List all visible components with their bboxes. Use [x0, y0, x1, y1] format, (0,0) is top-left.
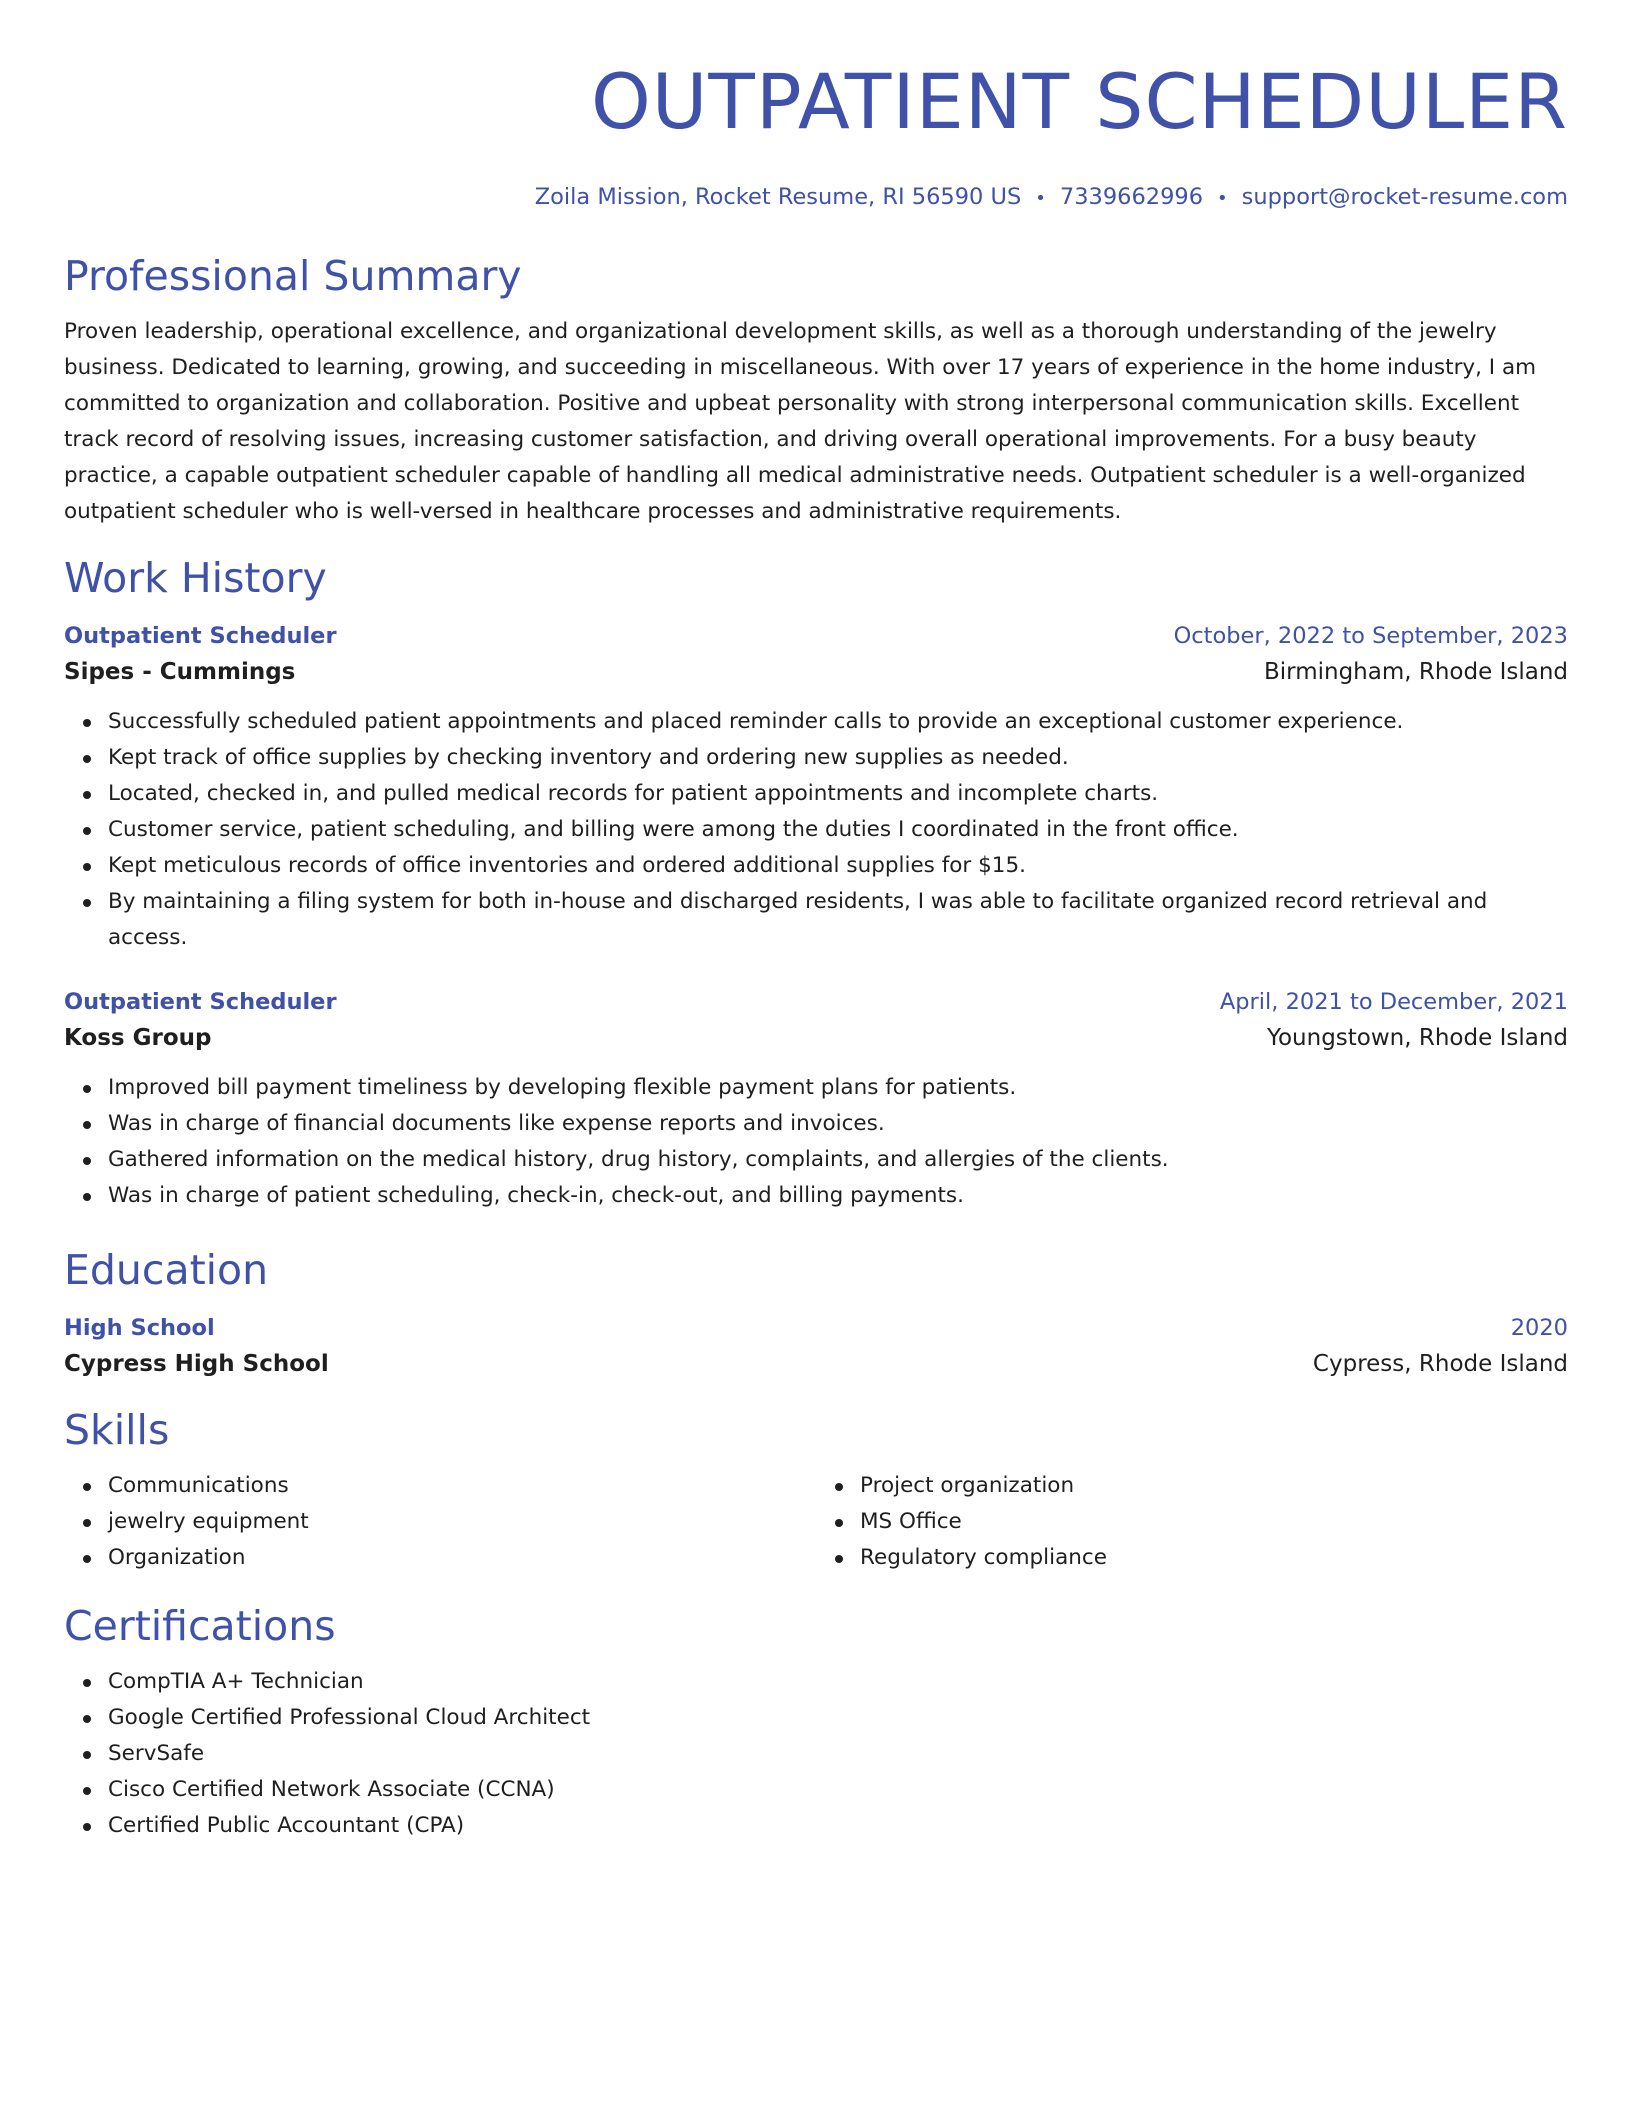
education-degree: High School — [64, 1315, 215, 1341]
section-title-summary: Professional Summary — [64, 252, 522, 300]
certification-item: Certified Public Accountant (CPA) — [108, 1808, 1568, 1844]
job-location: Youngstown, Rhode Island — [1266, 1025, 1568, 1051]
resume-page — [64, 52, 1568, 1844]
job-location: Birmingham, Rhode Island — [1263, 659, 1568, 685]
job-dates: April, 2021 to December, 2021 — [1219, 989, 1568, 1015]
education-entry — [64, 1310, 1568, 1382]
skill-item: Project organization — [860, 1468, 1568, 1504]
education-school: Cypress High School — [64, 1351, 329, 1377]
resume-name: OUTPATIENT SCHEDULER — [590, 57, 1568, 146]
job-duty-item: Gathered information on the medical history, drug history, complaints, and allergies of the clients. — [108, 1142, 1568, 1178]
skill-item: Regulatory compliance — [860, 1540, 1568, 1576]
skill-item: MS Office — [860, 1504, 1568, 1540]
education-year: 2020 — [1510, 1315, 1568, 1341]
job-title: Outpatient Scheduler — [64, 623, 337, 649]
skills-list-left — [64, 1468, 816, 1576]
section-title-work: Work History — [64, 554, 327, 602]
section-title-education: Education — [64, 1246, 269, 1294]
job-duty-item: Successfully scheduled patient appointments and placed reminder calls to provide an exceptional customer experience. — [108, 704, 1568, 740]
skills-grid — [64, 1456, 1568, 1576]
job-title: Outpatient Scheduler — [64, 989, 337, 1015]
job-duty-item: Kept track of office supplies by checking inventory and ordering new supplies as needed. — [108, 740, 1568, 776]
job-company: Koss Group — [64, 1025, 212, 1051]
skill-item: Communications — [108, 1468, 816, 1504]
contact-line — [64, 182, 1568, 214]
job-duty-item: Customer service, patient scheduling, and billing were among the duties I coordinated in the front office. — [108, 812, 1568, 848]
section-title-certifications: Certifications — [64, 1602, 336, 1650]
job-duty-item: Was in charge of patient scheduling, check-in, check-out, and billing payments. — [108, 1178, 1568, 1214]
education-location: Cypress, Rhode Island — [1312, 1351, 1568, 1377]
skills-list-right — [816, 1468, 1568, 1576]
job-duty-item: Improved bill payment timeliness by developing flexible payment plans for patients. — [108, 1070, 1568, 1106]
certification-item: Cisco Certified Network Associate (CCNA) — [108, 1772, 1568, 1808]
certification-item: Google Certified Professional Cloud Architect — [108, 1700, 1568, 1736]
certification-item: ServSafe — [108, 1736, 1568, 1772]
job-duties-list — [64, 1070, 1568, 1214]
contact-address: Zoila Mission, Rocket Resume, RI 56590 US — [534, 184, 1022, 210]
contact-email: support@rocket-resume.com — [1241, 184, 1568, 210]
summary-text: Proven leadership, operational excellence, and organizational development skills, as well as a thorough understanding of the jewelry business. Dedicated to learning, growing, and succeeding in miscellaneous. With over 17 years of experience in the home industry, I am committed to organization and collaboration. Positive and upbeat personality with strong interpersonal communication skills. Excellent track record of resolving issues, increasing customer satisfaction, and driving overall operational improvements. For a busy beauty practice, a capable outpatient scheduler capable of handling all medical administrative needs. Outpatient scheduler is a well-organized outpatient scheduler who is well-versed in healthcare processes and administrative requirements. — [64, 319, 1537, 524]
job-duty-item: Was in charge of financial documents like expense reports and invoices. — [108, 1106, 1568, 1142]
certification-item: CompTIA A+ Technician — [108, 1664, 1568, 1700]
contact-separator: • — [1035, 188, 1046, 209]
job-entry — [64, 984, 1568, 1214]
job-dates: October, 2022 to September, 2023 — [1173, 623, 1568, 649]
certifications-list — [64, 1664, 1568, 1844]
job-duty-item: Located, checked in, and pulled medical records for patient appointments and incomplete charts. — [108, 776, 1568, 812]
section-title-skills: Skills — [64, 1406, 170, 1454]
job-duties-list — [64, 704, 1568, 956]
job-company: Sipes - Cummings — [64, 659, 296, 685]
contact-phone: 7339662996 — [1059, 184, 1204, 210]
job-duty-item: Kept meticulous records of office inventories and ordered additional supplies for $15. — [108, 848, 1568, 884]
skill-item: Organization — [108, 1540, 816, 1576]
job-entry — [64, 618, 1568, 956]
skill-item: jewelry equipment — [108, 1504, 816, 1540]
contact-separator: • — [1217, 188, 1228, 209]
job-duty-item: By maintaining a filing system for both in-house and discharged residents, I was able to facilitate organized record retrieval and access. — [108, 884, 1568, 956]
